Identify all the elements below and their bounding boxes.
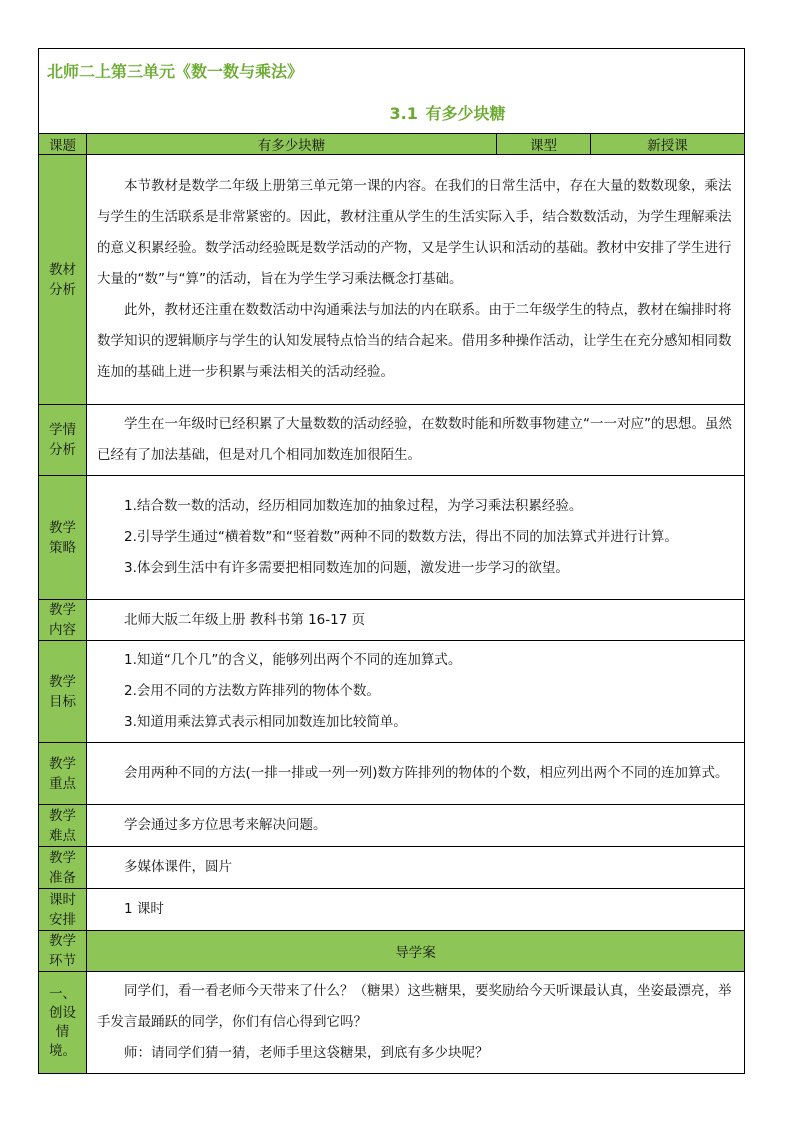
label-line: 学情 [49,422,76,438]
paragraph: 此外，教材还注重在数数活动中沟通乘法与加法的内在联系。由于二年级学生的特点，教材在编排时将数学知识的逻辑顺序与学生的认知发展特点恰当的结合起来。借用多种操作活动，让学生在充分感知相同数连加的基础上进一步积累与乘法相关的活动经验。 [97,302,732,380]
schedule-label [39,889,87,931]
unit-title: 北师二上第三单元《数一数与乘法》 [47,62,304,81]
key-points-content [87,743,745,805]
label-line: 难点 [49,827,76,844]
paragraph: 3.知道用乘法算式表示相同加数连加比较简单。 [124,714,407,730]
schedule-content [87,889,745,931]
student-analysis-label [39,405,87,476]
difficult-points-label [39,805,87,847]
label-line: 准备 [49,869,76,886]
label-line: 分析 [49,281,76,298]
label-line: 创设 [49,1004,76,1021]
textbook-analysis-content [87,155,745,405]
label-line: 内容 [49,622,76,638]
paragraph: 1.结合数一数的活动，经历相同加数连加的抽象过程，为学习乘法积累经验。 [124,498,583,514]
teaching-strategy-content [87,476,745,600]
paragraph: 本节教材是数学二年级上册第三单元第一课的内容。在我们的日常生活中，存在大量的数数现象，乘法与学生的生活联系是非常紧密的。因此，教材注重从学生的生活实际入手，结合数数活动，为学生理解乘法的意义积累经验。数学活动经验既是数学活动的产物，又是学生认识和活动的基础。教材中安排了学生进行大量的“数”与“算”的活动，旨在为学生学习乘法概念打基础。 [97,178,732,287]
student-analysis-content [87,405,745,476]
paragraph: 会用两种不同的方法(一排一排或一列一列)数方阵排列的物体的个数，相应列出两个不同的连加算式。 [124,765,729,781]
paragraph: 学会通过多方位思考来解决问题。 [124,817,327,833]
preparation-content [87,847,745,889]
paragraph: 北师大版二年级上册 教科书第 16-17 页 [124,611,366,628]
label-line: 教学 [49,755,76,772]
label-line: 目标 [49,693,76,710]
label-line: 策略 [49,539,76,556]
label-line: 一、 [49,985,76,1002]
label-line: 境。 [49,1042,76,1059]
label-line: 教学 [49,933,76,949]
teaching-stage-label [39,931,87,972]
label-line: 教学 [49,519,76,536]
lesson-plan-page [38,48,744,1074]
key-points-label [39,743,87,805]
paragraph: 2.会用不同的方法数方阵排列的物体个数。 [124,683,380,699]
preparation-label [39,847,87,889]
lesson-number: 3.1 [389,104,418,123]
stage-one-label [39,972,87,1074]
teaching-content-content [87,600,745,641]
paragraph: 师：请同学们猜一猜，老师手里这袋糖果，到底有多少块呢？ [124,1045,489,1061]
teaching-stage-banner: 导学案 [87,931,745,972]
difficult-points-content [87,805,745,847]
label-line: 教材 [49,261,76,278]
label-line: 课时 [49,891,76,908]
teaching-strategy-label [39,476,87,600]
topic-label: 课题 [39,134,87,155]
label-line: 教学 [49,673,76,690]
type-label: 课型 [497,134,591,155]
teaching-goals-label [39,641,87,743]
label-line: 重点 [49,775,76,792]
stage-one-content [87,972,745,1074]
paragraph: 2.引导学生通过“横着数”和“竖着数”两种不同的数数方法，得出不同的加法算式并进行计算。 [124,529,678,545]
paragraph: 多媒体课件，圆片 [124,859,232,875]
label-line: 分析 [49,442,76,458]
teaching-goals-content [87,641,745,743]
label-line: 教学 [49,807,76,824]
paragraph: 1 课时 [124,901,164,917]
lesson-title [39,89,744,133]
textbook-analysis-label [39,155,87,405]
paragraph: 1.知道“几个几”的含义，能够列出两个不同的连加算式。 [124,652,462,668]
paragraph: 3.体会到生活中有许多需要把相同数连加的问题，激发进一步学习的欲望。 [124,560,569,576]
type-value: 新授课 [591,134,745,155]
label-line: 情 [55,1023,70,1040]
label-line: 安排 [49,911,76,928]
paragraph: 同学们，看一看老师今天带来了什么？（糖果）这些糖果，要奖励给今天听课最认真，坐姿最漂亮，举手发言最踊跃的同学，你们有信心得到它吗？ [97,983,732,1030]
teaching-content-label [39,600,87,641]
lesson-plan-table [38,48,745,1074]
paragraph: 学生在一年级时已经积累了大量数数的活动经验，在数数时能和所数事物建立“一一对应”的思想。虽然已经有了加法基础，但是对几个相同加数连加很陌生。 [97,416,732,463]
lesson-name: 有多少块糖 [425,104,506,123]
label-line: 教学 [49,602,76,618]
topic-value: 有多少块糖 [87,134,497,155]
header-cell [39,49,745,134]
label-line: 环节 [49,953,76,969]
label-line: 教学 [49,849,76,866]
